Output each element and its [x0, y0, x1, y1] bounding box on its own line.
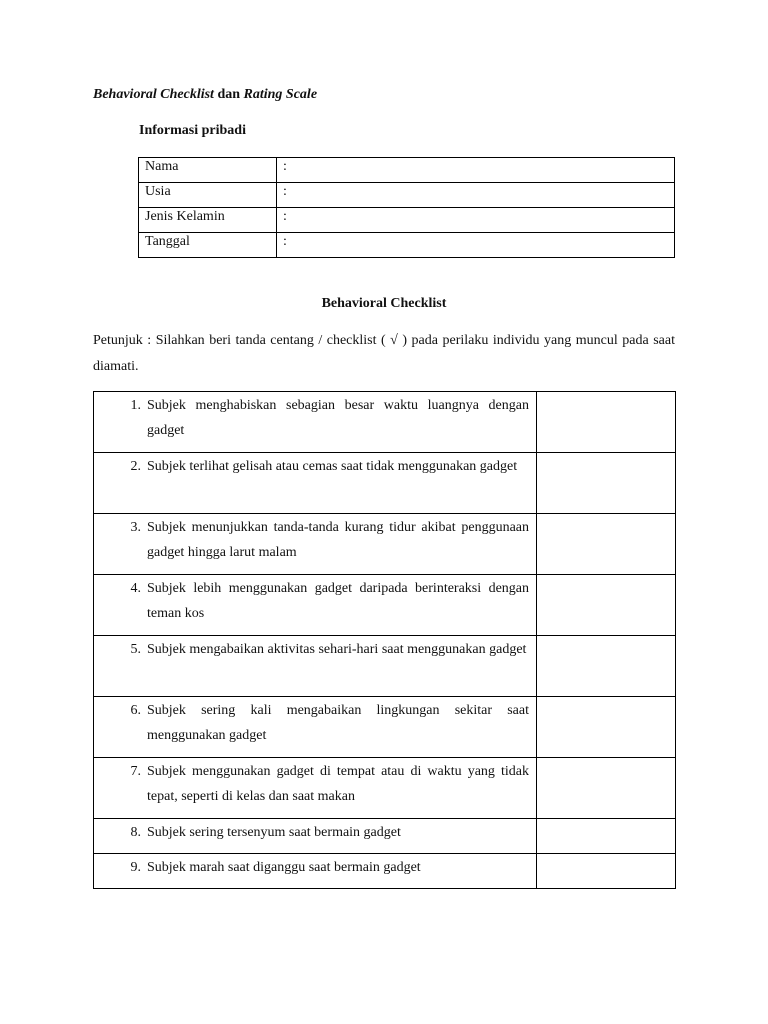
checkbox-cell[interactable] — [537, 575, 676, 636]
checkbox-cell[interactable] — [537, 636, 676, 697]
info-label: Tanggal — [139, 233, 277, 258]
info-row-date — [139, 233, 675, 258]
info-row-gender — [139, 208, 675, 233]
title-conjunction: dan — [217, 87, 241, 102]
info-value-field[interactable]: : — [277, 233, 675, 258]
title-part-2: Rating Scale — [243, 87, 318, 102]
item-number: 8. — [130, 825, 141, 840]
item-statement: Subjek menunjukkan tanda-tanda kurang tidur akibat penggunaan gadget hingga larut malam — [147, 520, 529, 560]
checkbox-cell[interactable] — [537, 392, 676, 453]
item-statement: Subjek menghabiskan sebagian besar waktu luangnya dengan gadget — [147, 398, 529, 438]
item-statement: Subjek terlihat gelisah atau cemas saat tidak menggunakan gadget — [147, 459, 518, 474]
table-row — [94, 697, 676, 758]
info-label: Usia — [139, 183, 277, 208]
table-row — [94, 514, 676, 575]
item-statement: Subjek mengabaikan aktivitas sehari-hari saat menggunakan gadget — [147, 642, 527, 657]
info-value-field[interactable]: : — [277, 183, 675, 208]
info-row-age — [139, 183, 675, 208]
checkbox-cell[interactable] — [537, 854, 676, 889]
checkbox-cell[interactable] — [537, 758, 676, 819]
table-row — [94, 636, 676, 697]
table-row — [94, 758, 676, 819]
checkbox-cell[interactable] — [537, 819, 676, 854]
personal-info-heading: Informasi pribadi — [139, 123, 246, 138]
checklist-instructions: Petunjuk : Silahkan beri tanda centang / checklist ( √ ) pada perilaku individu yang muncul pada saat diamati. — [93, 333, 675, 374]
info-row-name — [139, 158, 675, 183]
checkbox-cell[interactable] — [537, 514, 676, 575]
info-value-field[interactable]: : — [277, 208, 675, 233]
title-part-1: Behavioral Checklist — [93, 87, 214, 102]
checkbox-cell[interactable] — [537, 453, 676, 514]
item-number: 9. — [130, 860, 141, 875]
item-number: 5. — [130, 642, 141, 657]
item-number: 1. — [130, 398, 141, 413]
personal-info-table — [138, 157, 675, 258]
checkbox-cell[interactable] — [537, 697, 676, 758]
behavioral-checklist-table — [93, 391, 676, 889]
item-statement: Subjek lebih menggunakan gadget daripada berinteraksi dengan teman kos — [147, 581, 529, 621]
info-label: Nama — [139, 158, 277, 183]
item-number: 2. — [130, 459, 141, 474]
item-number: 6. — [130, 703, 141, 718]
item-statement: Subjek sering tersenyum saat bermain gadget — [147, 825, 401, 840]
table-row — [94, 392, 676, 453]
document-title — [93, 87, 317, 103]
info-value-field[interactable]: : — [277, 158, 675, 183]
item-number: 4. — [130, 581, 141, 596]
item-statement: Subjek menggunakan gadget di tempat atau di waktu yang tidak tepat, seperti di kelas dan saat makan — [147, 764, 529, 804]
table-row — [94, 453, 676, 514]
checklist-heading: Behavioral Checklist — [321, 296, 447, 311]
info-label: Jenis Kelamin — [139, 208, 277, 233]
item-statement: Subjek sering kali mengabaikan lingkungan sekitar saat menggunakan gadget — [147, 703, 529, 743]
item-number: 3. — [130, 520, 141, 535]
item-statement: Subjek marah saat diganggu saat bermain gadget — [147, 860, 421, 875]
table-row — [94, 854, 676, 889]
table-row — [94, 819, 676, 854]
item-number: 7. — [130, 764, 141, 779]
table-row — [94, 575, 676, 636]
